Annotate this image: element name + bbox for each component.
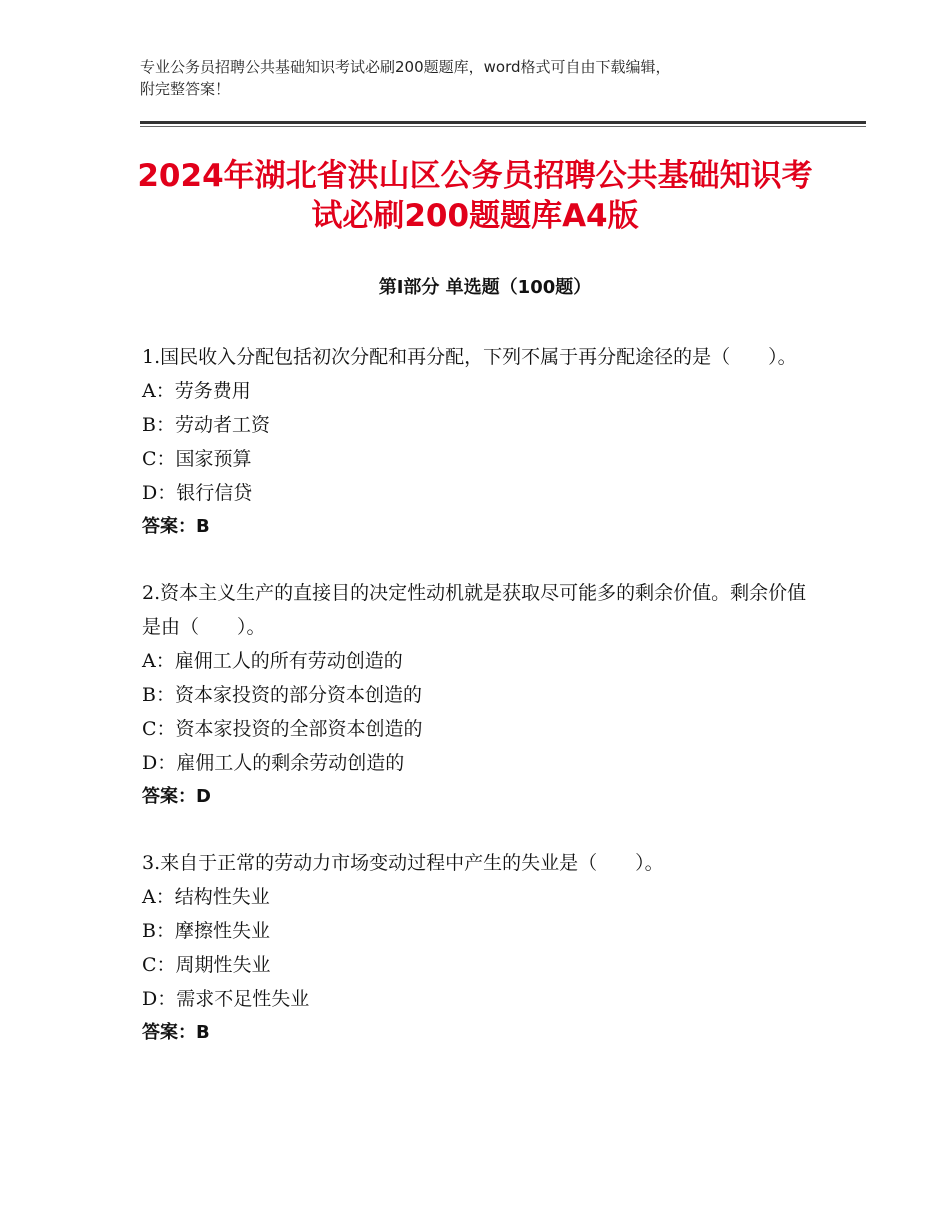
question-stem: 1.国民收入分配包括初次分配和再分配，下列不属于再分配途径的是（ ）。	[142, 346, 797, 368]
question-stem: 3.来自于正常的劳动力市场变动过程中产生的失业是（ ）。	[142, 852, 664, 874]
question-item	[142, 846, 822, 1050]
option-d: D：雇佣工人的剩余劳动创造的	[142, 752, 405, 774]
header-note: 专业公务员招聘公共基础知识考试必刷200题题库，word格式可自由下载编辑， 附完整答案！	[140, 58, 671, 98]
header-divider-thick	[140, 121, 866, 124]
section-title: 第Ⅰ部分 单选题（100题）	[378, 277, 592, 298]
option-d: D：需求不足性失业	[142, 988, 310, 1010]
option-b: B：劳动者工资	[142, 414, 270, 436]
option-c: C：国家预算	[142, 448, 252, 470]
option-a: A：雇佣工人的所有劳动创造的	[142, 650, 403, 672]
answer: 答案：B	[142, 516, 210, 537]
question-item	[142, 576, 822, 814]
question-stem: 2.资本主义生产的直接目的决定性动机就是获取尽可能多的剩余价值。剩余价值是由（ ）。	[142, 582, 807, 638]
option-b: B：摩擦性失业	[142, 920, 270, 942]
option-a: A：劳务费用	[142, 380, 251, 402]
document-title: 2024年湖北省洪山区公务员招聘公共基础知识考试必刷200题题库A4版	[137, 158, 813, 234]
option-b: B：资本家投资的部分资本创造的	[142, 684, 422, 706]
question-item	[142, 340, 822, 544]
answer: 答案：B	[142, 1022, 210, 1043]
option-a: A：结构性失业	[142, 886, 270, 908]
answer: 答案：D	[142, 786, 211, 807]
option-c: C：资本家投资的全部资本创造的	[142, 718, 423, 740]
header-divider-thin	[140, 126, 866, 127]
question-list	[142, 340, 822, 1082]
option-c: C：周期性失业	[142, 954, 271, 976]
option-d: D：银行信贷	[142, 482, 253, 504]
